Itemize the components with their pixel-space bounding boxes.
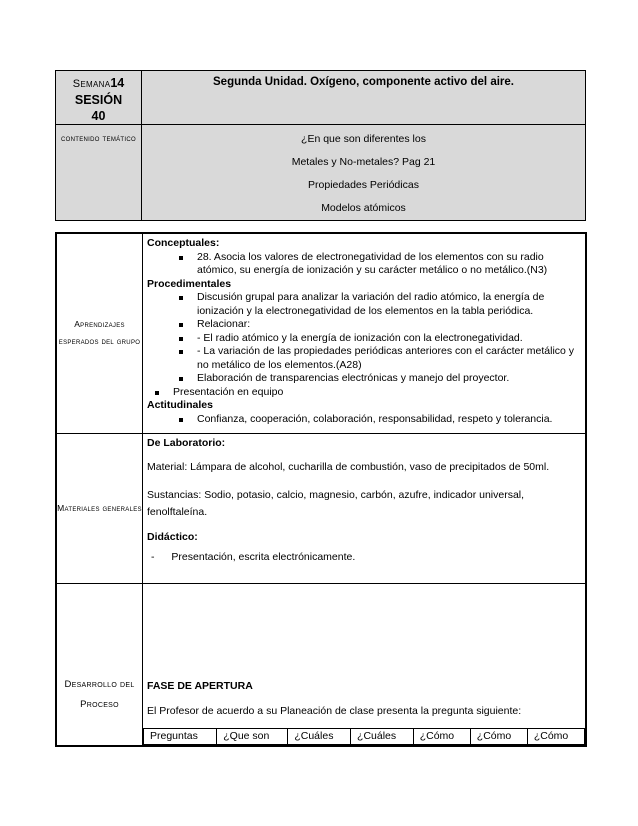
list-item: - El radio atómico y la energía de ionización con la electronegatividad. [179,332,581,346]
table-row [144,729,585,745]
desarrollo-label-cell [56,583,143,746]
semana-sesion-cell [56,71,142,125]
desarrollo-content [143,583,587,746]
procedimentales-list [147,291,581,386]
topic-line: Modelos atómicos [321,202,406,214]
contenido-label-cell [56,125,142,221]
list-item: Relacionar: [179,318,581,332]
list-item: 28. Asocia los valores de electronegatividad de los elementos con su radio atómico, su energía de ionización y su carácter metálico o no metálico.(N3) [179,251,581,278]
fase-intro: El Profesor de acuerdo a su Planeación de clase presenta la pregunta siguiente: [147,704,522,717]
materiales-label-cell [56,433,143,583]
material-text: Material: Lámpara de alcohol, cucharilla de combustión, vaso de precipitados de 50ml. [147,461,550,473]
list-item: - La variación de las propiedades periódicas anteriores con el carácter metálico y no metálico de los elementos.(A28) [179,345,581,372]
aprendizajes-label-cell [56,233,143,433]
table-header-cell: ¿Cuáles [288,729,351,745]
actitudinales-list [147,413,581,427]
laboratorio-title: De Laboratorio: [147,436,226,449]
sesion-label: SESIÓN [74,93,123,107]
table-header-cell: ¿Cómo [413,729,470,745]
sesion-number: 40 [91,109,106,123]
contenido-label: contenido temático [61,133,136,143]
presentacion-item: Presentación en equipo [155,386,581,400]
list-item: Discusión grupal para analizar la variación del radio atómico, la energía de ionización y la electronegatividad de los elementos en la tabla periódica. [179,291,581,318]
conceptuales-title: Conceptuales: [147,237,220,249]
planning-table [55,232,587,747]
questions-table [143,728,585,745]
fase-title: FASE DE APERTURA [147,679,253,692]
table-header-cell: ¿Cuáles [351,729,414,745]
materiales-label: Materiales generales [57,502,142,513]
didactico-title: Didáctico: [147,530,198,543]
table-header-cell: ¿Cómo [527,729,584,745]
table-header-cell: ¿Cómo [470,729,527,745]
table-header-cell: ¿Que son [217,729,288,745]
sustancias-text: Sustancias: Sodio, potasio, calcio, magnesio, carbón, azufre, indicador universal, fenolftaleína. [147,488,525,518]
didactico-item: Presentación, escrita electrónicamente. [171,551,356,563]
topic-line: Metales y No-metales? Pag 21 [291,156,436,168]
semana-number: 14 [110,76,125,90]
list-item: Elaboración de transparencias electrónicas y manejo del proyector. [179,372,581,386]
list-item: Confianza, cooperación, colaboración, responsabilidad, respeto y tolerancia. [179,413,581,427]
topics-cell [142,125,586,221]
session-header-table [55,70,586,221]
proceso-label: Proceso [80,698,119,710]
desarrollo-label: Desarrollo del [64,678,135,690]
topic-line: Propiedades Periódicas [308,179,419,191]
materiales-content [143,433,587,583]
table-header-cell: Preguntas [144,729,217,745]
dash-bullet: - [151,551,155,563]
semana-label: Semana [72,78,111,90]
procedimentales-title: Procedimentales [147,277,232,290]
conceptuales-list [147,251,581,278]
actitudinales-title: Actitudinales [147,399,213,411]
aprendizajes-label: Aprendizajes esperados del grupo [58,319,141,347]
topic-line: ¿En que son diferentes los [301,133,426,145]
aprendizajes-content [143,233,587,433]
unit-title: Segunda Unidad. Oxígeno, componente activo del aire. [142,71,586,125]
